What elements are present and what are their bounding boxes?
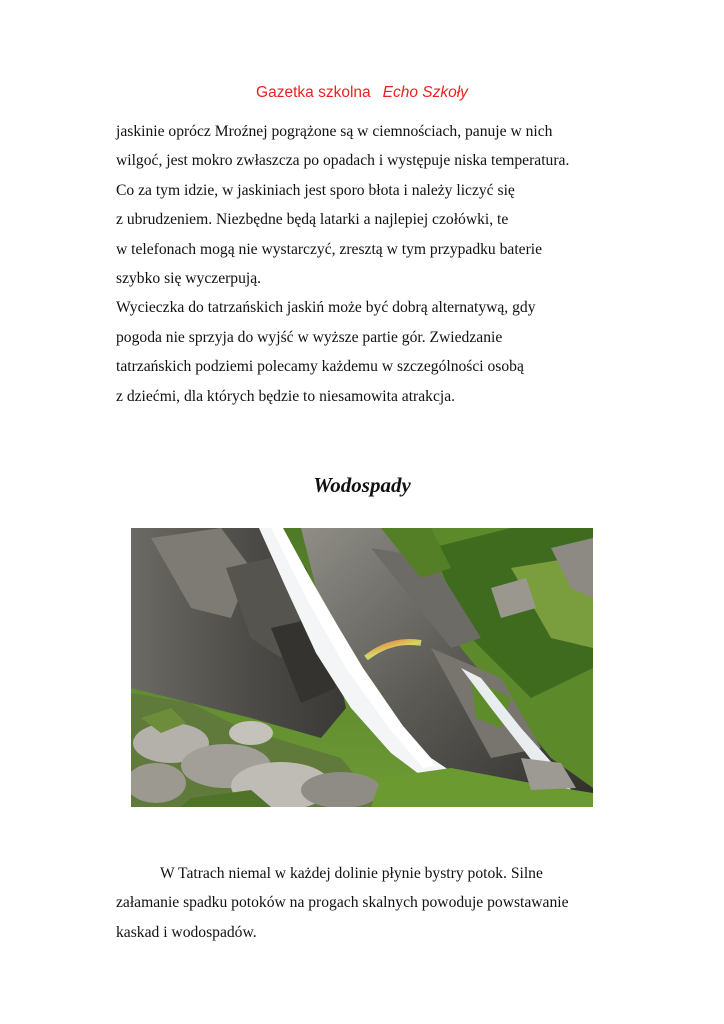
text-line: w telefonach mogą nie wystarczyć, zresztą w tym przypadku baterie <box>116 240 543 258</box>
paragraph-waterfalls <box>116 859 626 947</box>
text-line: wilgoć, jest mokro zwłaszcza po opadach i występuje niska temperatura. <box>116 152 570 170</box>
text-line: kaskad i wodospadów. <box>116 923 257 941</box>
text-line: z ubrudzeniem. Niezbędne będą latarki a najlepiej czołówki, te <box>116 211 509 229</box>
paragraph-caves-conditions <box>116 117 626 293</box>
text-line: z dziećmi, dla których będzie to niesamowita atrakcja. <box>116 387 456 405</box>
paragraph-caves-recommendation <box>116 293 626 411</box>
text-line: załamanie spadku potoków na progach skalnych powoduje powstawanie <box>116 894 569 912</box>
text-line: jaskinie oprócz Mroźnej pogrążone są w ciemnościach, panuje w nich <box>116 123 553 140</box>
page-header <box>0 84 724 102</box>
text-line: W Tatrach niemal w każdej dolinie płynie bystry potok. Silne <box>160 865 543 882</box>
text-line: szybko się wyczerpują. <box>116 269 262 287</box>
waterfall-photo <box>131 528 593 807</box>
text-line: tatrzańskich podziemi polecamy każdemu w szczególności osobą <box>116 358 524 376</box>
newsletter-label: Gazetka szkolna <box>256 84 371 101</box>
section-title: Wodospady <box>313 473 411 497</box>
text-line: Co za tym idzie, w jaskiniach jest sporo błota i należy liczyć się <box>116 181 515 199</box>
text-line: pogoda nie sprzyja do wyjść w wyższe partie gór. Zwiedzanie <box>116 328 503 346</box>
text-line: Wycieczka do tatrzańskich jaskiń może być dobrą alternatywą, gdy <box>116 299 536 317</box>
magazine-name: Echo Szkoły <box>382 84 468 101</box>
waterfall-illustration <box>131 528 593 807</box>
